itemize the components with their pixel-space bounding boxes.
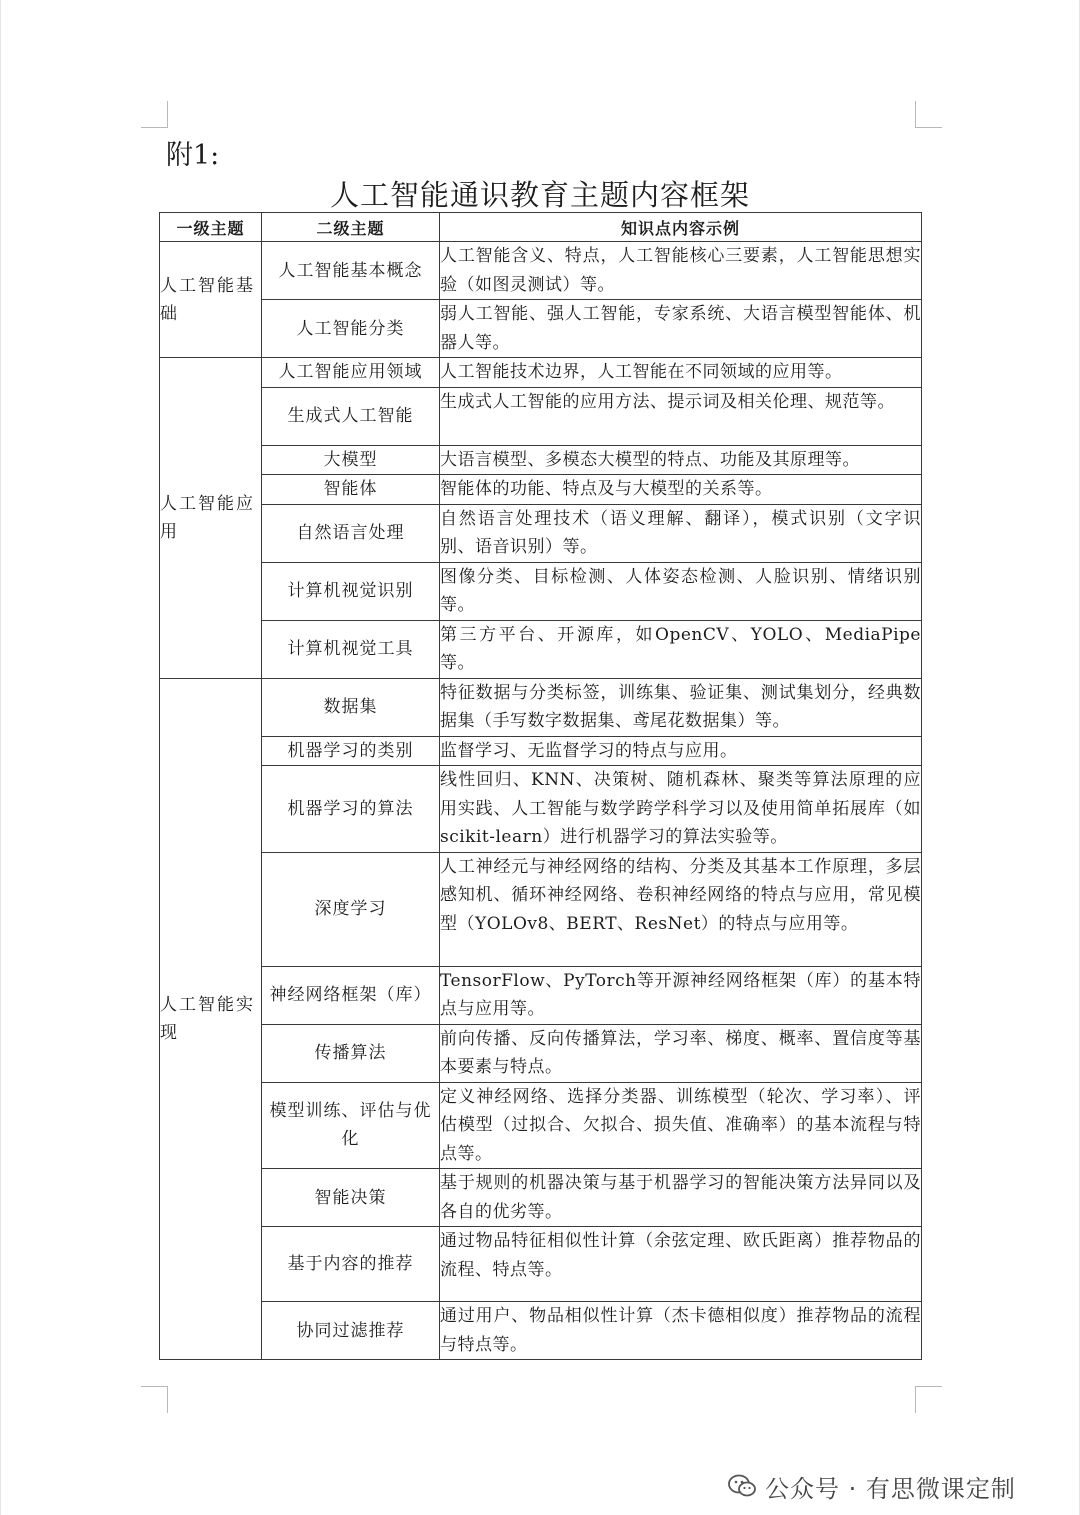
level2-cell: 基于内容的推荐 [262, 1227, 440, 1302]
header-content: 知识点内容示例 [440, 213, 922, 242]
table-row [160, 504, 922, 562]
content-cell: 人工智能技术边界，人工智能在不同领域的应用等。 [440, 358, 922, 388]
level2-cell: 机器学习的类别 [262, 736, 440, 766]
level1-cell: 人工智能应用 [160, 358, 262, 679]
table-row [160, 475, 922, 505]
level2-cell: 传播算法 [262, 1024, 440, 1082]
table-row [160, 678, 922, 736]
level2-cell: 生成式人工智能 [262, 387, 440, 445]
level2-cell: 深度学习 [262, 852, 440, 966]
content-cell: 基于规则的机器决策与基于机器学习的智能决策方法异同以及各自的优劣等。 [440, 1169, 922, 1227]
level2-cell: 人工智能基本概念 [262, 242, 440, 300]
level1-cell: 人工智能基础 [160, 242, 262, 358]
level2-cell: 模型训练、评估与优化 [262, 1082, 440, 1169]
table-header-row [160, 213, 922, 242]
table-row [160, 445, 922, 475]
table-row [160, 620, 922, 678]
content-cell: 大语言模型、多模态大模型的特点、功能及其原理等。 [440, 445, 922, 475]
crop-mark-top-right [915, 101, 942, 128]
content-cell: 监督学习、无监督学习的特点与应用。 [440, 736, 922, 766]
level2-cell: 数据集 [262, 678, 440, 736]
table-row [160, 562, 922, 620]
table-row [160, 1227, 922, 1302]
level2-cell: 协同过滤推荐 [262, 1302, 440, 1360]
level2-cell: 计算机视觉识别 [262, 562, 440, 620]
table-row [160, 242, 922, 300]
table-row [160, 1024, 922, 1082]
attachment-label: 附1: [166, 140, 220, 171]
content-cell: 定义神经网络、选择分类器、训练模型（轮次、学习率）、评估模型（过拟合、欠拟合、损失值、准确率）的基本流程与特点等。 [440, 1082, 922, 1169]
content-cell: 第三方平台、开源库，如OpenCV、YOLO、MediaPipe等。 [440, 620, 922, 678]
content-cell: 弱人工智能、强人工智能，专家系统、大语言模型智能体、机器人等。 [440, 300, 922, 358]
table-row [160, 1169, 922, 1227]
table-row [160, 387, 922, 445]
table-row [160, 852, 922, 966]
crop-mark-top-left [141, 101, 168, 128]
level2-cell: 人工智能分类 [262, 300, 440, 358]
table-row [160, 300, 922, 358]
level2-cell: 智能决策 [262, 1169, 440, 1227]
crop-mark-bottom-left [141, 1386, 168, 1413]
header-level1: 一级主题 [160, 213, 262, 242]
wechat-icon [727, 1473, 757, 1499]
level2-cell: 自然语言处理 [262, 504, 440, 562]
table-row [160, 1302, 922, 1360]
crop-mark-bottom-right [915, 1386, 942, 1413]
table-row [160, 966, 922, 1024]
level2-cell: 大模型 [262, 445, 440, 475]
level2-cell: 机器学习的算法 [262, 766, 440, 853]
watermark [727, 1466, 1016, 1506]
level1-cell: 人工智能实现 [160, 678, 262, 1360]
table-row [160, 736, 922, 766]
header-level2: 二级主题 [262, 213, 440, 242]
table-row [160, 1082, 922, 1169]
content-cell: 智能体的功能、特点及与大模型的关系等。 [440, 475, 922, 505]
watermark-text: 公众号 · 有思微课定制 [765, 1474, 1016, 1503]
table-row [160, 766, 922, 853]
page-title: 人工智能通识教育主题内容框架 [329, 178, 750, 212]
level2-cell: 人工智能应用领域 [262, 358, 440, 388]
framework-table [159, 212, 922, 1360]
content-cell: 自然语言处理技术（语义理解、翻译），模式识别（文字识别、语音识别）等。 [440, 504, 922, 562]
content-cell: 线性回归、KNN、决策树、随机森林、聚类等算法原理的应用实践、人工智能与数学跨学科学习以及使用简单拓展库（如scikit-learn）进行机器学习的算法实验等。 [440, 766, 922, 853]
content-cell: 图像分类、目标检测、人体姿态检测、人脸识别、情绪识别等。 [440, 562, 922, 620]
level2-cell: 神经网络框架（库） [262, 966, 440, 1024]
content-cell: TensorFlow、PyTorch等开源神经网络框架（库）的基本特点与应用等。 [440, 966, 922, 1024]
level2-cell: 智能体 [262, 475, 440, 505]
content-cell: 通过物品特征相似性计算（余弦定理、欧氏距离）推荐物品的流程、特点等。 [440, 1227, 922, 1302]
level2-cell: 计算机视觉工具 [262, 620, 440, 678]
content-cell: 前向传播、反向传播算法，学习率、梯度、概率、置信度等基本要素与特点。 [440, 1024, 922, 1082]
content-cell: 通过用户、物品相似性计算（杰卡德相似度）推荐物品的流程与特点等。 [440, 1302, 922, 1360]
content-cell: 人工智能含义、特点，人工智能核心三要素，人工智能思想实验（如图灵测试）等。 [440, 242, 922, 300]
content-cell: 人工神经元与神经网络的结构、分类及其基本工作原理，多层感知机、循环神经网络、卷积神经网络的特点与应用，常见模型（YOLOv8、BERT、ResNet）的特点与应用等。 [440, 852, 922, 966]
table-row [160, 358, 922, 388]
content-cell: 生成式人工智能的应用方法、提示词及相关伦理、规范等。 [440, 387, 922, 445]
content-cell: 特征数据与分类标签，训练集、验证集、测试集划分，经典数据集（手写数字数据集、鸢尾花数据集）等。 [440, 678, 922, 736]
